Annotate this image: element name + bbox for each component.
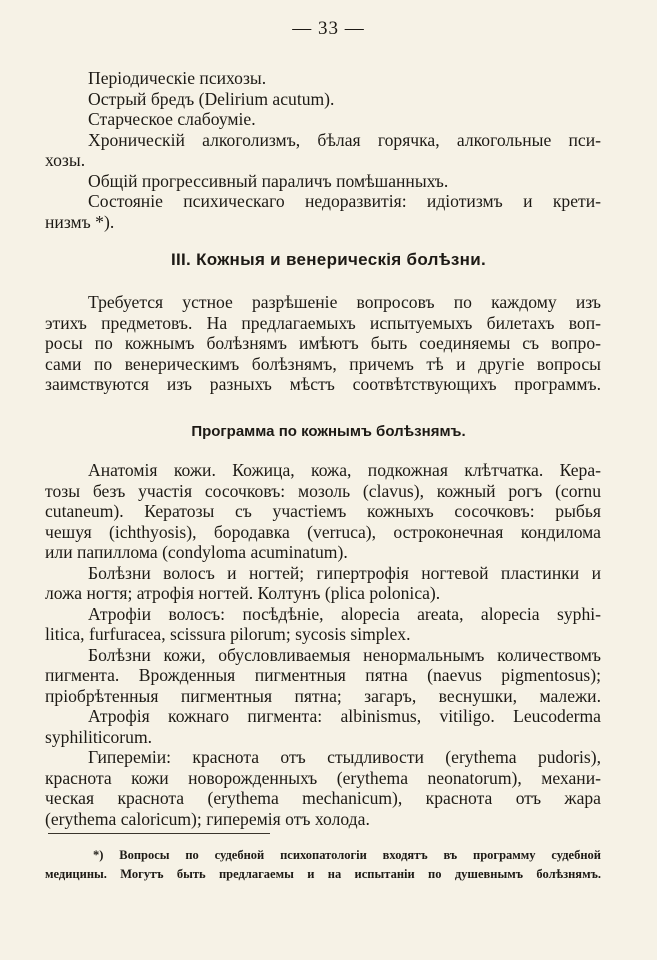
text-line: чешуя (ichthyosis), бородавка (verruca), остроконечная кондилома (45, 521, 601, 542)
text-line: заимствуются изъ разныхъ мѣстъ соотвѣтствующихъ программъ. (45, 374, 601, 394)
footnote (45, 846, 601, 884)
text-line: Болѣзни волосъ и ногтей; гипертрофія ногтевой пластинки и (88, 562, 601, 583)
text-line: Анатомія кожи. Кожица, кожа, подкожная клѣтчатка. Кера- (88, 460, 601, 480)
text-line: (erythema caloricum); гиперемія отъ холода. (45, 808, 370, 829)
page-number: — 33 — (292, 18, 365, 39)
text-line: Болѣзни кожи, обусловливаемыя ненормальнымъ количествомъ (88, 644, 601, 665)
text-line: ческая краснота (erythema mechanicum), краснота отъ жара (45, 788, 601, 808)
list-item: Общій прогрессивный параличъ помѣшанныхъ. (88, 170, 449, 191)
section-title: III. Кожныя и венерическія болѣзни. (170, 250, 487, 269)
text-line: syphiliticorum. (45, 726, 153, 747)
list-item: Старческое слабоуміе. (88, 109, 256, 129)
intro-list (45, 68, 601, 232)
text-line: ложа ногтя; атрофія ногтей. Колтунъ (plica polonica). (45, 583, 441, 603)
list-item: Періодическіе психозы. (88, 68, 267, 88)
text-line: Требуется устное разрѣшеніе вопросовъ по каждому изъ (88, 292, 601, 312)
list-item: Хроническій алкоголизмъ, бѣлая горячка, алкогольные пси- (88, 129, 601, 150)
program-title: Программа по кожнымъ болѣзнямъ. (191, 423, 466, 440)
list-item: Состояніе психическаго недоразвитія: идіотизмъ и крети- (88, 191, 601, 211)
text-line: пріобрѣтенныя пигментныя пятна; загаръ, веснушки, малежи. (45, 685, 601, 706)
text-line: тозы безъ участія сосочковъ: мозоль (clavus), кожный рогъ (cornu (45, 480, 601, 501)
text-line: пигмента. Врожденныя пигментныя пятна (naevus pigmentosus); (45, 665, 601, 685)
section-paragraph (45, 292, 601, 395)
list-item: Острый бредъ (Delirium acutum). (88, 88, 335, 109)
text-line: litica, furfuracea, scissura pilorum; sycosis simplex. (45, 624, 411, 644)
text-line: хозы. (45, 150, 86, 170)
text-line: cutaneum). Кератозы съ участіемъ кожныхъ сосочковъ: рыбья (45, 501, 601, 521)
text-line: росы по кожнымъ болѣзнямъ имѣютъ быть соединяемы съ вопро- (45, 333, 601, 353)
text-line: сами по венерическимъ болѣзнямъ, причемъ тѣ и другіе вопросы (45, 353, 601, 374)
text-line: низмъ *). (45, 211, 115, 232)
footnote-divider (48, 833, 270, 834)
text-line: Гипереміи: краснота отъ стыдливости (erythema pudoris), (88, 747, 601, 767)
program-body (45, 460, 601, 829)
text-line: Атрофіи волосъ: посѣдѣніе, alopecia areata, alopecia syphi- (88, 603, 601, 624)
text-line: Атрофія кожнаго пигмента: albinismus, vitiligo. Leucoderma (88, 706, 601, 726)
text-line: этихъ предметовъ. На предлагаемыхъ испытуемыхъ билетахъ воп- (45, 312, 601, 333)
text-line: или папиллома (condyloma acuminatum). (45, 542, 348, 562)
footnote-line: *) Вопросы по судебной психопатологіи входятъ въ программу судебной (93, 848, 601, 862)
text-line: краснота кожи новорожденныхъ (erythema neonatorum), механи- (45, 767, 601, 788)
footnote-line: медицины. Могутъ быть предлагаемы и на испытаніи по душевнымъ болѣзнямъ. (45, 867, 601, 881)
